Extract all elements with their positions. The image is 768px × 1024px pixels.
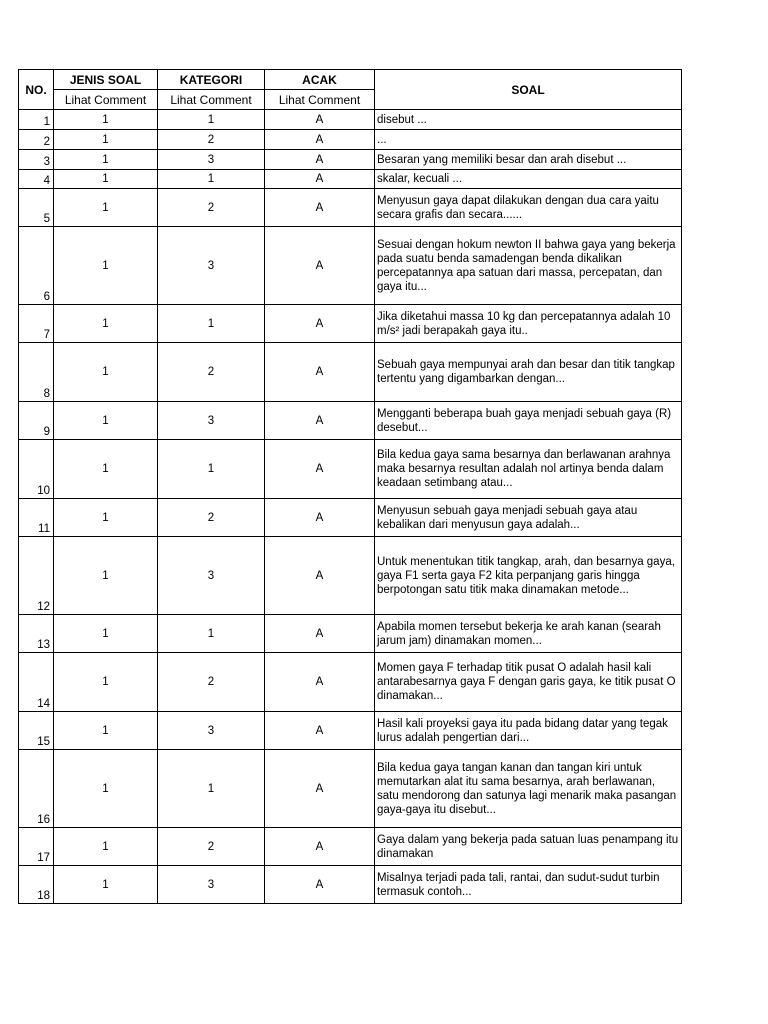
row-kategori: 2 bbox=[158, 828, 265, 866]
table-row bbox=[19, 402, 682, 440]
row-soal: Mengganti beberapa buah gaya menjadi sebuah gaya (R) desebut... bbox=[375, 402, 682, 440]
row-kategori: 1 bbox=[158, 170, 265, 189]
row-soal: Bila kedua gaya tangan kanan dan tangan kiri untuk memutarkan alat itu sama besarnya, arah berlawanan, satu mendorong dan satunya lagi menarik maka pasangan gaya-gaya itu disebut... bbox=[375, 750, 682, 828]
row-soal: Sesuai dengan hokum newton II bahwa gaya yang bekerja pada suatu benda samadengan benda dikalikan percepatannya apa satuan dari massa, percepatan, dan gaya itu... bbox=[375, 227, 682, 305]
row-soal: Jika diketahui massa 10 kg dan percepatannya adalah 10 m/s² jadi berapakah gaya itu.. bbox=[375, 305, 682, 343]
row-number: 10 bbox=[19, 440, 54, 499]
row-kategori: 3 bbox=[158, 537, 265, 615]
table-row bbox=[19, 170, 682, 189]
row-acak: A bbox=[265, 537, 375, 615]
row-number: 8 bbox=[19, 343, 54, 402]
row-kategori: 2 bbox=[158, 343, 265, 402]
row-acak: A bbox=[265, 170, 375, 189]
row-jenis-soal: 1 bbox=[54, 150, 158, 170]
row-number: 7 bbox=[19, 305, 54, 343]
table-row bbox=[19, 150, 682, 170]
table-row bbox=[19, 227, 682, 305]
row-acak: A bbox=[265, 653, 375, 712]
row-acak: A bbox=[265, 750, 375, 828]
row-acak: A bbox=[265, 712, 375, 750]
table-row bbox=[19, 440, 682, 499]
row-number: 2 bbox=[19, 130, 54, 150]
kategori-comment-label: Lihat Comment bbox=[158, 90, 265, 110]
row-kategori: 3 bbox=[158, 712, 265, 750]
acak-comment-label: Lihat Comment bbox=[265, 90, 375, 110]
row-kategori: 1 bbox=[158, 305, 265, 343]
header-no: NO. bbox=[19, 70, 54, 110]
question-rows bbox=[19, 110, 682, 904]
row-kategori: 3 bbox=[158, 227, 265, 305]
row-jenis-soal: 1 bbox=[54, 110, 158, 130]
row-acak: A bbox=[265, 828, 375, 866]
row-jenis-soal: 1 bbox=[54, 537, 158, 615]
table-row bbox=[19, 130, 682, 150]
header-acak: ACAK bbox=[265, 70, 375, 90]
row-soal: ... bbox=[375, 130, 682, 150]
row-number: 16 bbox=[19, 750, 54, 828]
row-jenis-soal: 1 bbox=[54, 402, 158, 440]
row-acak: A bbox=[265, 150, 375, 170]
row-soal: Menyusun gaya dapat dilakukan dengan dua cara yaitu secara grafis dan secara...... bbox=[375, 189, 682, 227]
row-number: 9 bbox=[19, 402, 54, 440]
row-jenis-soal: 1 bbox=[54, 130, 158, 150]
row-kategori: 2 bbox=[158, 189, 265, 227]
row-number: 12 bbox=[19, 537, 54, 615]
table-row bbox=[19, 653, 682, 712]
row-number: 18 bbox=[19, 866, 54, 904]
row-kategori: 2 bbox=[158, 653, 265, 712]
row-number: 5 bbox=[19, 189, 54, 227]
question-table bbox=[18, 69, 682, 904]
row-soal: Sebuah gaya mempunyai arah dan besar dan titik tangkap tertentu yang digambarkan dengan... bbox=[375, 343, 682, 402]
row-jenis-soal: 1 bbox=[54, 750, 158, 828]
row-number: 4 bbox=[19, 170, 54, 189]
row-acak: A bbox=[265, 402, 375, 440]
row-number: 14 bbox=[19, 653, 54, 712]
row-acak: A bbox=[265, 110, 375, 130]
row-acak: A bbox=[265, 227, 375, 305]
table-row bbox=[19, 537, 682, 615]
row-soal: skalar, kecuali ... bbox=[375, 170, 682, 189]
row-number: 1 bbox=[19, 110, 54, 130]
row-jenis-soal: 1 bbox=[54, 440, 158, 499]
row-jenis-soal: 1 bbox=[54, 499, 158, 537]
table-row bbox=[19, 110, 682, 130]
row-number: 17 bbox=[19, 828, 54, 866]
jenis-soal-comment-label: Lihat Comment bbox=[54, 90, 158, 110]
row-jenis-soal: 1 bbox=[54, 615, 158, 653]
row-soal: Bila kedua gaya sama besarnya dan berlawanan arahnya maka besarnya resultan adalah nol artinya benda dalam keadaan setimbang atau... bbox=[375, 440, 682, 499]
row-soal: Menyusun sebuah gaya menjadi sebuah gaya atau kebalikan dari menyusun gaya adalah... bbox=[375, 499, 682, 537]
row-number: 6 bbox=[19, 227, 54, 305]
row-soal: Apabila momen tersebut bekerja ke arah kanan (searah jarum jam) dinamakan momen... bbox=[375, 615, 682, 653]
row-acak: A bbox=[265, 440, 375, 499]
row-number: 15 bbox=[19, 712, 54, 750]
header-kategori: KATEGORI bbox=[158, 70, 265, 90]
table-row bbox=[19, 750, 682, 828]
row-kategori: 3 bbox=[158, 402, 265, 440]
row-acak: A bbox=[265, 130, 375, 150]
row-jenis-soal: 1 bbox=[54, 828, 158, 866]
row-jenis-soal: 1 bbox=[54, 653, 158, 712]
row-kategori: 1 bbox=[158, 110, 265, 130]
row-soal: Hasil kali proyeksi gaya itu pada bidang datar yang tegak lurus adalah pengertian dari... bbox=[375, 712, 682, 750]
row-number: 3 bbox=[19, 150, 54, 170]
row-number: 11 bbox=[19, 499, 54, 537]
row-soal: Momen gaya F terhadap titik pusat O adalah hasil kali antarabesarnya gaya F dengan garis gaya, ke titik pusat O dinamakan... bbox=[375, 653, 682, 712]
table-row bbox=[19, 712, 682, 750]
table-row bbox=[19, 615, 682, 653]
table-row bbox=[19, 499, 682, 537]
row-kategori: 1 bbox=[158, 615, 265, 653]
table-row bbox=[19, 305, 682, 343]
row-kategori: 3 bbox=[158, 150, 265, 170]
table-row bbox=[19, 189, 682, 227]
row-jenis-soal: 1 bbox=[54, 227, 158, 305]
row-kategori: 1 bbox=[158, 440, 265, 499]
header-jenis-soal: JENIS SOAL bbox=[54, 70, 158, 90]
row-soal: Untuk menentukan titik tangkap, arah, dan besarnya gaya, gaya F1 serta gaya F2 kita perpanjang garis hingga berpotongan satu titik maka dinamakan metode... bbox=[375, 537, 682, 615]
row-acak: A bbox=[265, 343, 375, 402]
row-acak: A bbox=[265, 866, 375, 904]
row-soal: Gaya dalam yang bekerja pada satuan luas penampang itu dinamakan bbox=[375, 828, 682, 866]
row-jenis-soal: 1 bbox=[54, 189, 158, 227]
row-kategori: 3 bbox=[158, 866, 265, 904]
row-jenis-soal: 1 bbox=[54, 170, 158, 189]
row-jenis-soal: 1 bbox=[54, 343, 158, 402]
row-acak: A bbox=[265, 615, 375, 653]
row-acak: A bbox=[265, 305, 375, 343]
table-row bbox=[19, 828, 682, 866]
table-row bbox=[19, 866, 682, 904]
row-soal: Besaran yang memiliki besar dan arah disebut ... bbox=[375, 150, 682, 170]
row-jenis-soal: 1 bbox=[54, 866, 158, 904]
row-soal: disebut ... bbox=[375, 110, 682, 130]
row-number: 13 bbox=[19, 615, 54, 653]
header-soal: SOAL bbox=[375, 70, 682, 110]
row-soal: Misalnya terjadi pada tali, rantai, dan sudut-sudut turbin termasuk contoh... bbox=[375, 866, 682, 904]
row-acak: A bbox=[265, 499, 375, 537]
row-kategori: 1 bbox=[158, 750, 265, 828]
row-kategori: 2 bbox=[158, 499, 265, 537]
row-acak: A bbox=[265, 189, 375, 227]
table-row bbox=[19, 343, 682, 402]
row-jenis-soal: 1 bbox=[54, 712, 158, 750]
row-jenis-soal: 1 bbox=[54, 305, 158, 343]
row-kategori: 2 bbox=[158, 130, 265, 150]
